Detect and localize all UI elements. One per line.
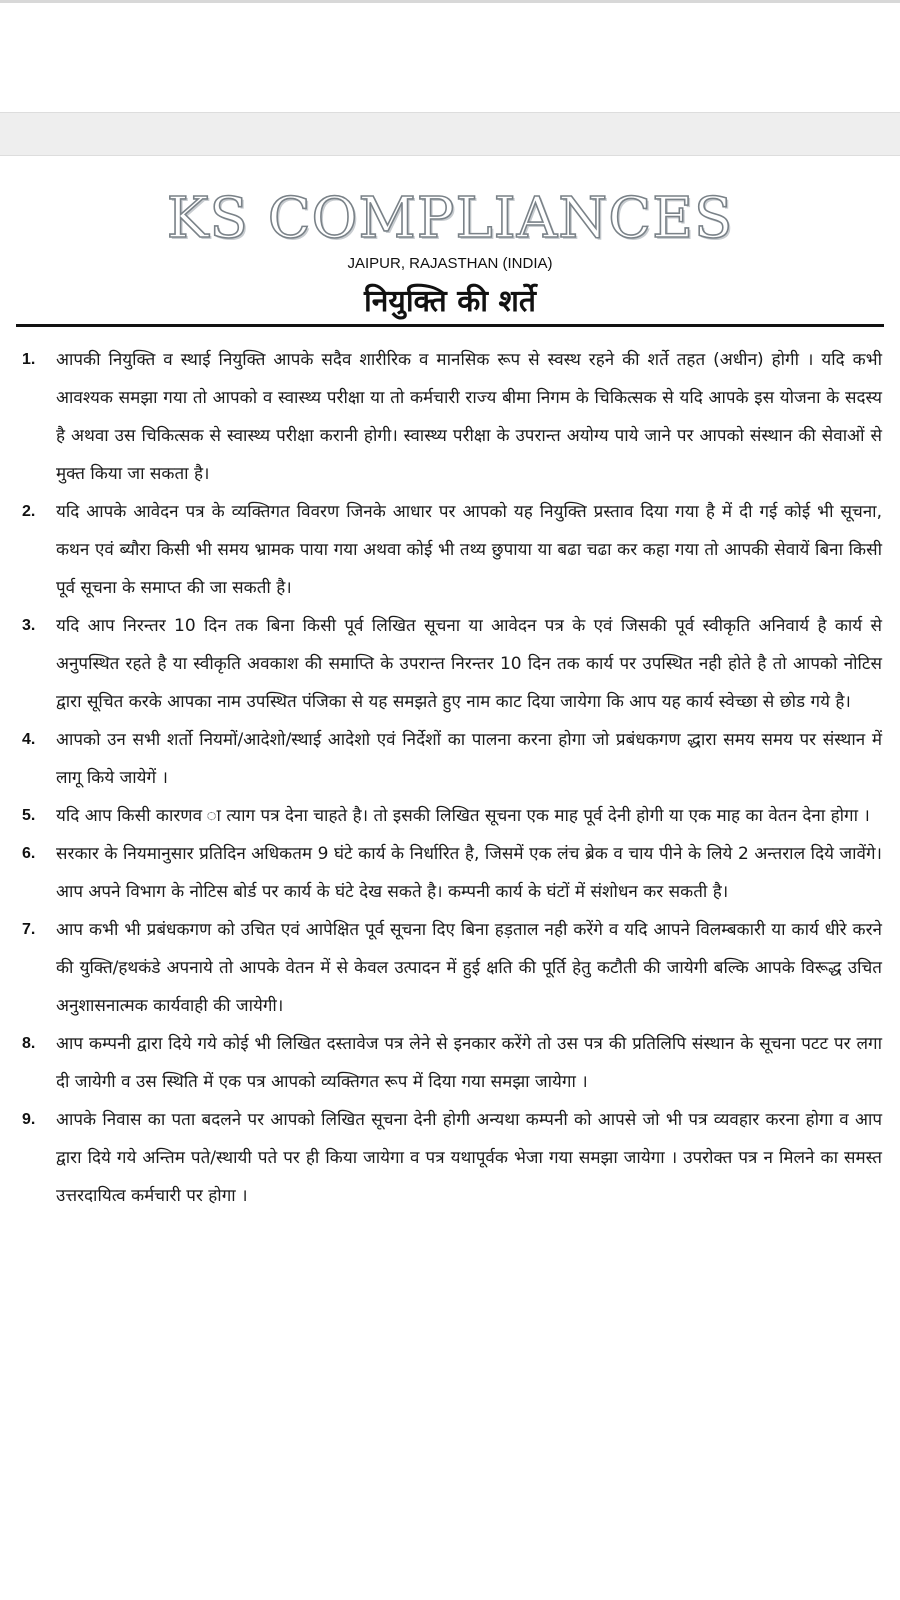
clause-text: आपके निवास का पता बदलने पर आपको लिखित सूचना देनी होगी अन्यथा कम्पनी को आपसे जो भी पत्र व्यवहार करना होगा व आप द्वारा दिये गये अन्तिम पते/स्थायी पते पर ही किया जायेगा व पत्र यथापूर्वक भेजा गया समझा जायेगा । उपरोक्त पत्र न मिलने का समस्त उत्तरदायित्व कर्मचारी पर होगा । [56,1110,882,1206]
document-page [0,155,900,1215]
clause-item-6 [18,835,882,911]
clause-number: 7. [22,921,36,938]
clause-number: 6. [22,845,36,862]
document-title: नियुक्ति की शर्ते [364,284,536,319]
clause-text: यदि आप किसी कारणव ा त्याग पत्र देना चाहते है। तो इसकी लिखित सूचना एक माह पूर्व देनी होगी या एक माह का वेतन देना होगा । [56,806,870,826]
clause-item-8 [18,1025,882,1101]
clause-text: आपको उन सभी शर्तो नियमों/आदेशो/स्थाई आदेशो एवं निर्देशों का पालना करना होगा जो प्रबंधकगण द्धारा समय समय पर संस्थान में लागू किये जायेगें । [56,730,882,788]
company-logo-title: KS COMPLIANCES [166,186,734,251]
clause-number: 2. [22,503,36,520]
viewer-toolbar-band [0,112,900,156]
clause-text: आप कम्पनी द्वारा दिये गये कोई भी लिखित दस्तावेज पत्र लेने से इनकार करेंगे तो उस पत्र की प्रतिलिपि संस्थान के सूचना पटट पर लगा दी जायेगी व उस स्थिति में एक पत्र आपको व्यक्तिगत रूप में दिया गया समझा जायेगा । [56,1034,882,1092]
clause-text: आप कभी भी प्रबंधकगण को उचित एवं आपेक्षित पूर्व सूचना दिए बिना हड़ताल नही करेंगे व यदि आपने विलम्बकारी या कार्य धीरे करने की युक्ति/हथकंडे अपनाये तो आपके वेतन में से केवल उत्पादन में हुई क्षति की पूर्ति हेतु कटौती की जायेगी बल्कि आपके विरूद्ध उचित अनुशासनात्मक कार्यवाही की जायेगी। [56,920,882,1016]
top-edge [0,0,900,3]
clause-item-1 [18,341,882,493]
clause-number: 4. [22,731,36,748]
clause-item-3 [18,607,882,721]
clause-text: आपकी नियुक्ति व स्थाई नियुक्ति आपके सदैव शारीरिक व मानसिक रूप से स्वस्थ रहने की शर्ते तहत (अधीन) होगी । यदि कभी आवश्यक समझा गया तो आपको व स्वास्थ्य परीक्षा या तो कर्मचारी राज्य बीमा निगम के चिकित्सक से यदि आपके इस योजना के सदस्य है अथवा उस चिकित्सक से स्वास्थ्य परीक्षा करानी होगी। स्वास्थ्य परीक्षा के उपरान्त अयोग्य पाये जाने पर आपको संस्थान की सेवाओं से मुक्त किया जा सकता है। [56,350,882,484]
clause-text: सरकार के नियमानुसार प्रतिदिन अधिकतम 9 घंटे कार्य के निर्धारित है, जिसमें एक लंच ब्रेक व चाय पीने के लिये 2 अन्तराल दिये जावेंगे। आप अपने विभाग के नोटिस बोर्ड पर कार्य के घंटे देख सकते है। कम्पनी कार्य के घंटों में संशोधन कर सकती है। [56,844,882,902]
clause-text: यदि आप निरन्तर 10 दिन तक बिना किसी पूर्व लिखित सूचना या आवेदन पत्र के एवं जिसकी पूर्व स्वीकृति अनिवार्य है कार्य से अनुपस्थित रहते है या स्वीकृति अवकाश की समाप्ति के उपरान्त निरन्तर 10 दिन तक कार्य पर उपस्थित नही होते है तो आपको नोटिस द्वारा सूचित करके आपका नाम उपस्थित पंजिका से यह समझते हुए नाम काट दिया जायेगा कि आप यह कार्य स्वेच्छा से छोड गये है। [56,616,882,712]
clause-item-7 [18,911,882,1025]
clause-number: 5. [22,807,36,824]
clause-number: 1. [22,351,36,368]
company-location: JAIPUR, RAJASTHAN (INDIA) [347,255,553,272]
clause-number: 9. [22,1111,36,1128]
clause-number: 8. [22,1035,36,1052]
clause-item-9 [18,1101,882,1215]
clause-item-4 [18,721,882,797]
clause-item-5 [18,797,882,835]
clause-item-2 [18,493,882,607]
clause-text: यदि आपके आवेदन पत्र के व्यक्तिगत विवरण जिनके आधार पर आपको यह नियुक्ति प्रस्ताव दिया गया है में दी गई कोई भी सूचना, कथन एवं ब्यौरा किसी भी समय भ्रामक पाया गया अथवा कोई भी तथ्य छुपाया या बढा चढा कर कहा गया तो आपकी सेवायें बिना किसी पूर्व सूचना के समाप्त की जा सकती है। [56,502,882,598]
clause-number: 3. [22,617,36,634]
terms-list [0,341,900,1215]
heading-divider [16,324,884,327]
